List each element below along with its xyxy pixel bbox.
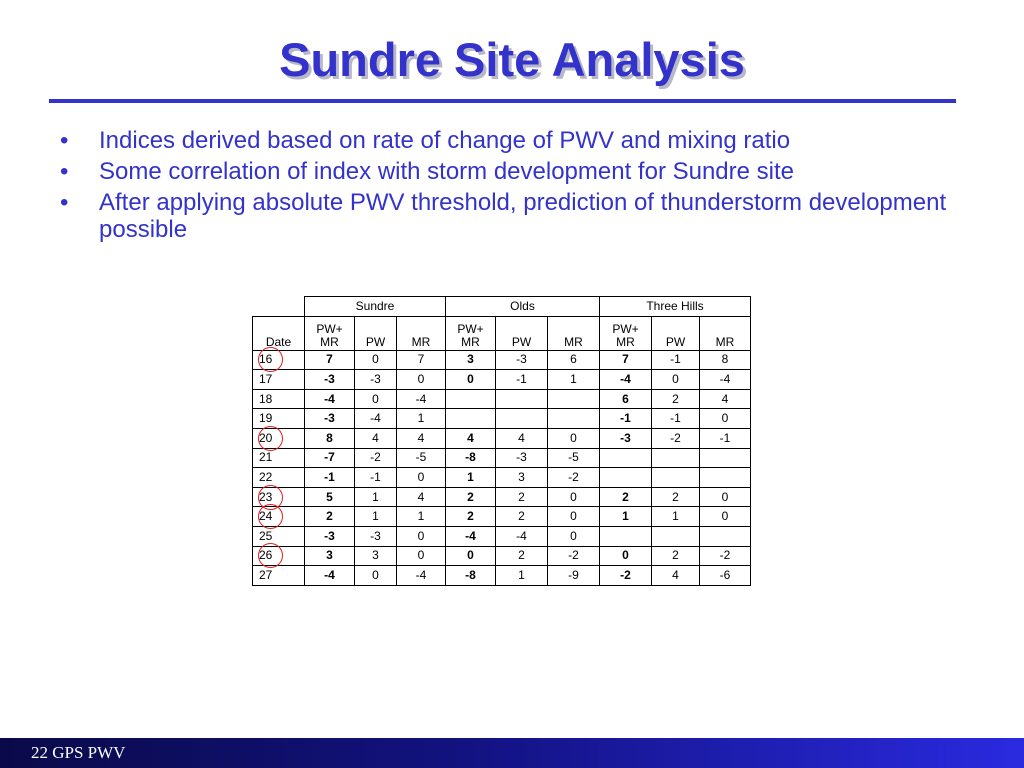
table-cell: -4 [305, 566, 355, 586]
date-cell: 20 [253, 428, 305, 448]
table-cell: 0 [355, 566, 397, 586]
table-cell: -3 [355, 370, 397, 390]
table-cell: -1 [355, 468, 397, 488]
table-cell: 0 [700, 409, 751, 429]
table-row [253, 546, 751, 566]
table-cell: -6 [700, 566, 751, 586]
table-cell: 0 [355, 350, 397, 370]
slide-title: Sundre Site Analysis [279, 33, 745, 86]
table-row [253, 350, 751, 370]
table-cell: 0 [700, 487, 751, 507]
column-header: PW [652, 316, 700, 350]
column-header: MR [700, 316, 751, 350]
table-cell [652, 526, 700, 546]
date-cell: 21 [253, 448, 305, 468]
table-cell: 6 [600, 389, 652, 409]
table-cell: 1 [548, 370, 600, 390]
table-cell: 2 [652, 389, 700, 409]
table-cell: 2 [600, 487, 652, 507]
bullet-text: Some correlation of index with storm development for Sundre site [99, 158, 795, 185]
date-cell: 26 [253, 546, 305, 566]
table-cell: 0 [548, 526, 600, 546]
table-cell: 0 [446, 546, 496, 566]
site-header: Three Hills [600, 297, 751, 317]
title-divider [49, 99, 956, 103]
table-cell: -9 [548, 566, 600, 586]
table-cell [700, 448, 751, 468]
table-cell: 0 [397, 468, 446, 488]
bullet-dot-icon: • [60, 158, 69, 185]
date-circle-annotation [258, 426, 283, 451]
table-cell: 2 [652, 487, 700, 507]
table-cell: -2 [548, 546, 600, 566]
table-cell: -4 [446, 526, 496, 546]
table-cell: 0 [446, 370, 496, 390]
table-cell: 7 [305, 350, 355, 370]
table-cell: -2 [700, 546, 751, 566]
table-cell: 3 [355, 546, 397, 566]
table-cell: 2 [652, 546, 700, 566]
table-cell: -1 [600, 409, 652, 429]
table-cell: -1 [652, 350, 700, 370]
table-cell: -3 [496, 350, 548, 370]
table-cell: 3 [446, 350, 496, 370]
table-cell: 1 [446, 468, 496, 488]
column-header-row [253, 316, 751, 350]
table-cell: -3 [305, 409, 355, 429]
table-cell: -8 [446, 448, 496, 468]
date-cell: 16 [253, 350, 305, 370]
date-cell: 22 [253, 468, 305, 488]
table-row [253, 370, 751, 390]
table-cell: 3 [496, 468, 548, 488]
table-row [253, 566, 751, 586]
bullet-text: Indices derived based on rate of change of PWV and mixing ratio [99, 127, 791, 154]
table-cell: 2 [446, 507, 496, 527]
table-cell: -5 [397, 448, 446, 468]
table-cell: -4 [355, 409, 397, 429]
site-analysis-table [252, 296, 751, 586]
date-circle-annotation [258, 347, 283, 372]
column-header: PW+ MR [600, 316, 652, 350]
table-cell: 2 [446, 487, 496, 507]
bullet-list [58, 127, 958, 247]
date-cell: 27 [253, 566, 305, 586]
column-header: MR [548, 316, 600, 350]
table-cell [548, 409, 600, 429]
table-cell: 4 [355, 428, 397, 448]
table-cell [600, 468, 652, 488]
table-cell: 2 [496, 487, 548, 507]
table-cell: -2 [600, 566, 652, 586]
table-cell [548, 389, 600, 409]
table-cell: 3 [305, 546, 355, 566]
table-cell: 1 [496, 566, 548, 586]
table-cell [496, 389, 548, 409]
bullet-dot-icon: • [60, 127, 69, 154]
table-cell: 1 [355, 487, 397, 507]
column-header: PW [496, 316, 548, 350]
table-row [253, 468, 751, 488]
table-cell [446, 409, 496, 429]
date-cell: 25 [253, 526, 305, 546]
table-cell: -7 [305, 448, 355, 468]
table-cell: -4 [600, 370, 652, 390]
table-cell [600, 526, 652, 546]
table-cell: -3 [305, 526, 355, 546]
table-cell: 1 [600, 507, 652, 527]
table-cell [700, 468, 751, 488]
table-cell: 0 [397, 546, 446, 566]
site-header: Sundre [305, 297, 446, 317]
table-cell: 0 [548, 487, 600, 507]
table-cell: -2 [548, 468, 600, 488]
site-header-row [253, 297, 751, 317]
table-cell: -4 [397, 566, 446, 586]
table-cell: 4 [446, 428, 496, 448]
bullet-text: After applying absolute PWV threshold, prediction of thunderstorm development possible [99, 189, 947, 243]
table-cell [496, 409, 548, 429]
table-cell: 0 [548, 507, 600, 527]
date-cell: 24 [253, 507, 305, 527]
table-cell: 0 [652, 370, 700, 390]
table-cell: 1 [355, 507, 397, 527]
table-cell: 0 [397, 526, 446, 546]
table-cell: 0 [548, 428, 600, 448]
table-cell: -1 [700, 428, 751, 448]
table-cell: -3 [355, 526, 397, 546]
table-cell: 0 [397, 370, 446, 390]
date-column-header: Date [253, 316, 305, 350]
date-cell: 18 [253, 389, 305, 409]
date-circle-annotation [258, 543, 283, 568]
table-row [253, 507, 751, 527]
table-cell: -5 [548, 448, 600, 468]
bullet-dot-icon: • [60, 189, 69, 216]
table-cell: 8 [700, 350, 751, 370]
footer-text: 22 GPS PWV [31, 743, 126, 762]
table-cell: 7 [600, 350, 652, 370]
table-cell: -3 [496, 448, 548, 468]
date-cell: 19 [253, 409, 305, 429]
date-cell: 23 [253, 487, 305, 507]
table-cell: -2 [652, 428, 700, 448]
column-header: PW+ MR [305, 316, 355, 350]
column-header: MR [397, 316, 446, 350]
column-header: PW [355, 316, 397, 350]
table-cell: -3 [305, 370, 355, 390]
bullet-item [58, 189, 958, 243]
table-cell: 0 [600, 546, 652, 566]
table-cell: 1 [397, 507, 446, 527]
table-cell: 4 [397, 428, 446, 448]
table-cell: -4 [305, 389, 355, 409]
table-cell [600, 448, 652, 468]
table-cell [652, 448, 700, 468]
table-row [253, 389, 751, 409]
bullet-item [58, 158, 958, 185]
table-cell: 2 [305, 507, 355, 527]
table-cell: 5 [305, 487, 355, 507]
table-row [253, 409, 751, 429]
table-cell: -1 [496, 370, 548, 390]
table-cell: 7 [397, 350, 446, 370]
table-cell: -1 [652, 409, 700, 429]
table-cell: -4 [496, 526, 548, 546]
date-cell: 17 [253, 370, 305, 390]
table-cell: 2 [496, 546, 548, 566]
table-row [253, 428, 751, 448]
bullet-item [58, 127, 958, 154]
table-cell [652, 468, 700, 488]
table-cell [700, 526, 751, 546]
table-cell: -2 [355, 448, 397, 468]
table-cell: 1 [397, 409, 446, 429]
table-cell: -4 [700, 370, 751, 390]
table-row [253, 448, 751, 468]
table-cell: 4 [700, 389, 751, 409]
table-row [253, 487, 751, 507]
table-cell: 4 [397, 487, 446, 507]
table-cell: 2 [496, 507, 548, 527]
header-blank-cell [253, 297, 305, 317]
table-cell: -4 [397, 389, 446, 409]
table-cell: 6 [548, 350, 600, 370]
table-cell: 4 [652, 566, 700, 586]
date-circle-annotation [258, 504, 283, 529]
table-cell: 0 [355, 389, 397, 409]
table-cell: 8 [305, 428, 355, 448]
table-cell: 4 [496, 428, 548, 448]
table-cell [446, 389, 496, 409]
table-cell: -1 [305, 468, 355, 488]
column-header: PW+ MR [446, 316, 496, 350]
footer-bar [0, 738, 1024, 768]
table-cell: -3 [600, 428, 652, 448]
site-header: Olds [446, 297, 600, 317]
table-cell: 1 [652, 507, 700, 527]
table-cell: 0 [700, 507, 751, 527]
table-cell: -8 [446, 566, 496, 586]
table-row [253, 526, 751, 546]
